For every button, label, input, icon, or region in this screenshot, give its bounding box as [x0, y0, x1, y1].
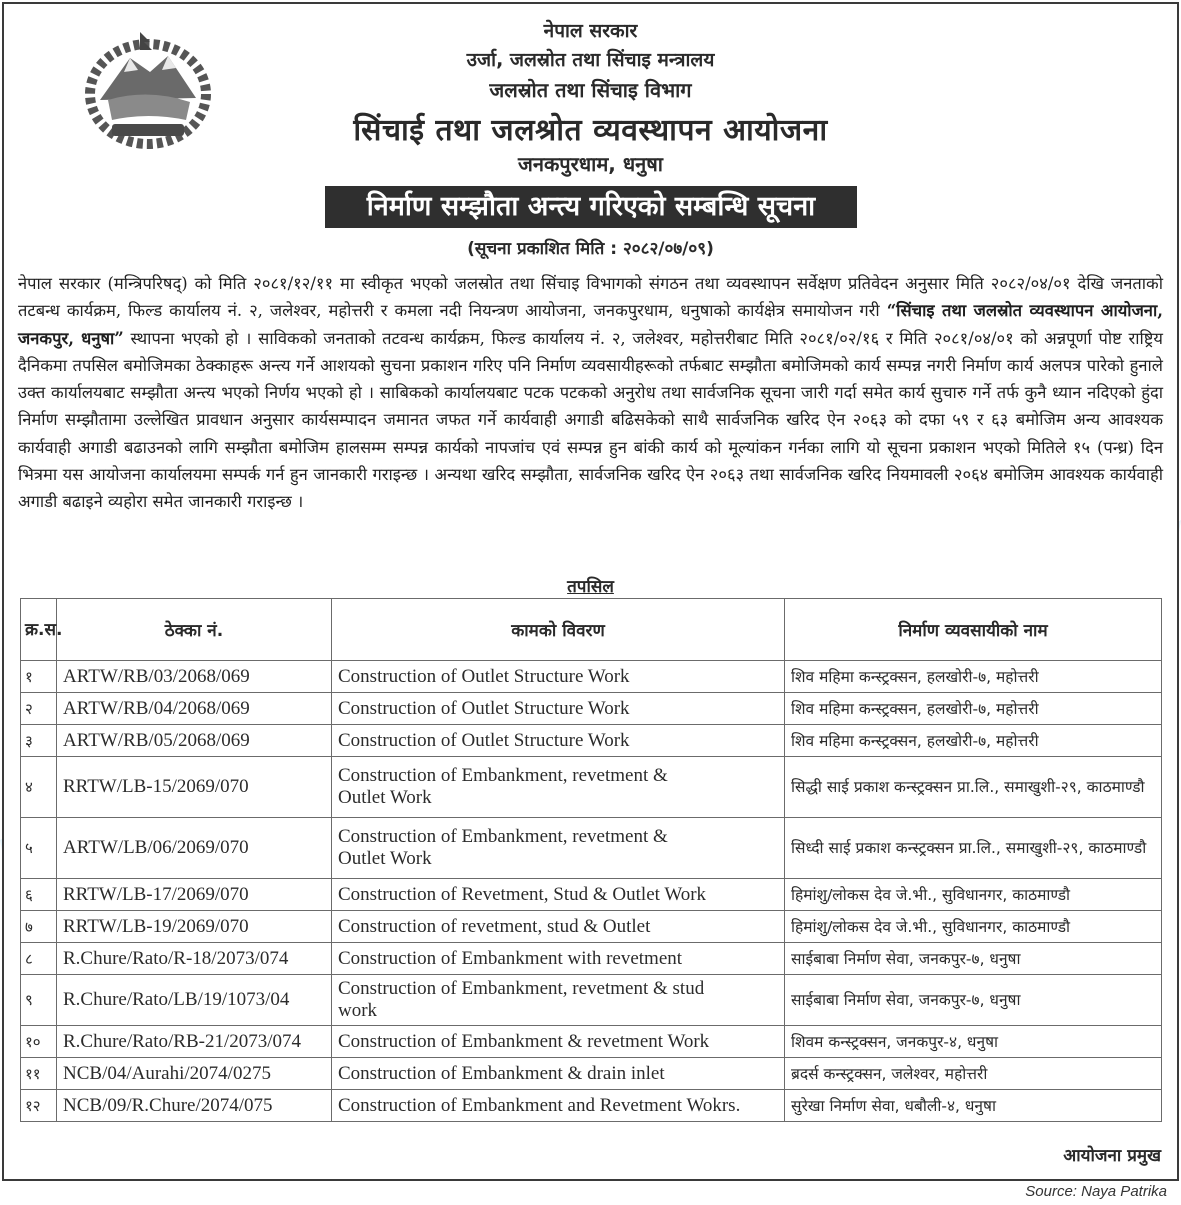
column-header-description: कामको विवरण [332, 599, 785, 661]
table-row [21, 661, 1162, 693]
contract-no-cell: R.Chure/Rato/R-18/2073/074 [57, 943, 332, 975]
serial-cell: ३ [21, 725, 57, 757]
description-cell: Construction of Embankment & drain inlet [332, 1058, 785, 1090]
notice-body [18, 270, 1163, 516]
serial-cell: १० [21, 1026, 57, 1058]
table-row [21, 975, 1162, 1026]
contractor-cell: सुरेखा निर्माण सेवा, धबौली-४, धनुषा [785, 1090, 1162, 1122]
serial-cell: २ [21, 693, 57, 725]
column-header-serial: क्र.स. [21, 599, 57, 661]
contractor-cell: ब्रदर्स कन्स्ट्रक्सन, जलेश्वर, महोत्तरी [785, 1058, 1162, 1090]
contract-no-cell: ARTW/RB/03/2068/069 [57, 661, 332, 693]
column-header-contractor: निर्माण व्यवसायीको नाम [785, 599, 1162, 661]
serial-cell: १२ [21, 1090, 57, 1122]
notice-title: निर्माण सम्झौता अन्त्य गरिएको सम्बन्धि सूचना [325, 186, 857, 228]
serial-cell: ११ [21, 1058, 57, 1090]
serial-cell: ८ [21, 943, 57, 975]
contractor-cell: शिव महिमा कन्स्ट्रक्सन, हलखोरी-७, महोत्तरी [785, 693, 1162, 725]
source-credit: Source: Naya Patrika [1025, 1183, 1167, 1200]
contract-no-cell: RRTW/LB-19/2069/070 [57, 911, 332, 943]
signatory-title: आयोजना प्रमुख [1063, 1146, 1161, 1166]
contract-no-cell: NCB/09/R.Chure/2074/075 [57, 1090, 332, 1122]
table-row [21, 943, 1162, 975]
schedule-heading: तपसिल [567, 577, 614, 597]
description-cell: Construction of Embankment and Revetment Wokrs. [332, 1090, 785, 1122]
department-name: जलस्रोत तथा सिंचाइ विभाग [489, 78, 692, 102]
contract-no-cell: ARTW/RB/04/2068/069 [57, 693, 332, 725]
notice-body-part2: स्थापना भएको हो । साविकको जनताको तटवन्ध कार्यक्रम, फिल्ड कार्यालय नं. २, जलेश्वर, महोत्तरीबाट मिति २०८१/०२/१६ र मिति २०८१/०४/०१ को अन्नपूर्णा पोष्ट राष्ट्रिय दैनिकमा तपसिल बमोजिमका ठेक्काहरू अन्त्य गर्ने आशयको सुचना प्रकाशन गरिए पनि निर्माण व्यवसायीहरूको तर्फबाट सम्झौता बमोजिमको कार्य सम्पन्न नगरी निर्माण कार्य अलपत्र पारेको हुनाले उक्त कार्यालयबाट सम्झौता अन्त्य भएको निर्णय भएको हो । साबिकको कार्यालयबाट पटक पटकको अनुरोध तथा सार्वजनिक सूचना जारी गर्दा समेत कार्य सुचारु गर्ने तर्फ कुनै ध्यान नदिएको हुंदा निर्माण सम्झौतामा उल्लेखित प्रावधान अनुसार कार्यसम्पादन जमानत जफत गर्ने कार्यवाही अगाडी बढिसकेको साथै सार्वजनिक खरिद ऐन २०६३ को दफा ५९ र ६३ बमोजिम अन्य आवश्यक कार्यवाही अगाडी बढाउनको लागि सम्झौता बमोजिम हालसम्म सम्पन्न कार्यको नापजांच एवं सम्पन्न हुन बांकी कार्य को मूल्यांकन गर्नका लागि यो सूचना प्रकाशन भएको मितिले १५ (पन्ध्र) दिन भित्रमा यस आयोजना कार्यालयमा सम्पर्क गर्न हुन जानकारी गराइन्छ । अन्यथा खरिद सम्झौता, सार्वजनिक खरिद ऐन २०६३ तथा सार्वजनिक खरिद नियमावली २०६४ बमोजिम आवश्यक कार्यवाही अगाडी बढाइने व्यहोरा समेत जानकारी गराइन्छ । [18, 328, 1163, 512]
contract-no-cell: RRTW/LB-17/2069/070 [57, 879, 332, 911]
table-row [21, 725, 1162, 757]
description-cell: Construction of Outlet Structure Work [332, 725, 785, 757]
contractor-cell: शिव महिमा कन्स्ट्रक्सन, हलखोरी-७, महोत्तरी [785, 725, 1162, 757]
government-name: नेपाल सरकार [543, 20, 638, 42]
project-location: जनकपुरधाम, धनुषा [518, 152, 663, 176]
serial-cell: ६ [21, 879, 57, 911]
description-cell: Construction of Embankment, revetment & Outlet Work [332, 818, 785, 879]
table-row [21, 693, 1162, 725]
contract-no-cell: R.Chure/Rato/RB-21/2073/074 [57, 1026, 332, 1058]
published-date: (सूचना प्रकाशित मिति : २०८२/०७/०९) [467, 239, 714, 259]
contract-no-cell: ARTW/LB/06/2069/070 [57, 818, 332, 879]
contract-no-cell: NCB/04/Aurahi/2074/0275 [57, 1058, 332, 1090]
table-row [21, 911, 1162, 943]
contract-no-cell: RRTW/LB-15/2069/070 [57, 757, 332, 818]
serial-cell: ५ [21, 818, 57, 879]
contracts-table [20, 598, 1162, 1122]
contract-no-cell: ARTW/RB/05/2068/069 [57, 725, 332, 757]
description-cell: Construction of Embankment, revetment & stud work [332, 975, 785, 1026]
description-cell: Construction of Embankment with revetment [332, 943, 785, 975]
serial-cell: ७ [21, 911, 57, 943]
notice-body-part1: नेपाल सरकार (मन्त्रिपरिषद्) को मिति २०८१/१२/११ मा स्वीकृत भएको जलस्रोत तथा सिंचाइ विभागको संगठन तथा व्यवस्थापन सर्वेक्षण प्रतिवेदन अनुसार मिति २०८२/०४/०१ देखि जनताको तटबन्ध कार्यक्रम, फिल्ड कार्यालय नं. २, जलेश्वर, महोत्तरी र कमला नदी नियन्त्रण आयोजना, जनकपुरधाम, धनुषाको कार्यक्षेत्र समायोजन गरी [18, 274, 1163, 321]
contractor-cell: हिमांशु/लोकस देव जे.भी., सुविधानगर, काठमाण्डौ [785, 879, 1162, 911]
table-row [21, 879, 1162, 911]
description-cell: Construction of Outlet Structure Work [332, 661, 785, 693]
contract-no-cell: R.Chure/Rato/LB/19/1073/04 [57, 975, 332, 1026]
contractor-cell: सिध्दी साई प्रकाश कन्स्ट्रक्सन प्रा.लि., समाखुशी-२९, काठमाण्डौ [785, 818, 1162, 879]
description-cell: Construction of Embankment & revetment Work [332, 1026, 785, 1058]
ministry-name: उर्जा, जलस्रोत तथा सिंचाइ मन्त्रालय [466, 49, 715, 71]
description-cell: Construction of Embankment, revetment & Outlet Work [332, 757, 785, 818]
table-row [21, 757, 1162, 818]
description-cell: Construction of Outlet Structure Work [332, 693, 785, 725]
table-header-row [21, 599, 1162, 661]
project-name: सिंचाई तथा जलश्रोत व्यवस्थापन आयोजना [353, 113, 828, 148]
description-cell: Construction of revetment, stud & Outlet [332, 911, 785, 943]
serial-cell: १ [21, 661, 57, 693]
column-header-contract-no: ठेक्का नं. [57, 599, 332, 661]
contractor-cell: हिमांशु/लोकस देव जे.भी., सुविधानगर, काठमाण्डौ [785, 911, 1162, 943]
description-cell: Construction of Revetment, Stud & Outlet Work [332, 879, 785, 911]
table-row [21, 1090, 1162, 1122]
contractor-cell: शिव महिमा कन्स्ट्रक्सन, हलखोरी-७, महोत्तरी [785, 661, 1162, 693]
contractor-cell: शिवम कन्स्ट्रक्सन, जनकपुर-४, धनुषा [785, 1026, 1162, 1058]
table-row [21, 1026, 1162, 1058]
contractor-cell: सिद्धी साई प्रकाश कन्स्ट्रक्सन प्रा.लि., समाखुशी-२९, काठमाण्डौ [785, 757, 1162, 818]
notice-body-project-name: “सिंचाइ तथा जलस्रोत व्यवस्थापन आयोजना, जनकपुर, धनुषा” [18, 301, 1163, 348]
contractor-cell: साईबाबा निर्माण सेवा, जनकपुर-७, धनुषा [785, 943, 1162, 975]
serial-cell: ९ [21, 975, 57, 1026]
serial-cell: ४ [21, 757, 57, 818]
contractor-cell: साईबाबा निर्माण सेवा, जनकपुर-७, धनुषा [785, 975, 1162, 1026]
table-row [21, 1058, 1162, 1090]
table-row [21, 818, 1162, 879]
